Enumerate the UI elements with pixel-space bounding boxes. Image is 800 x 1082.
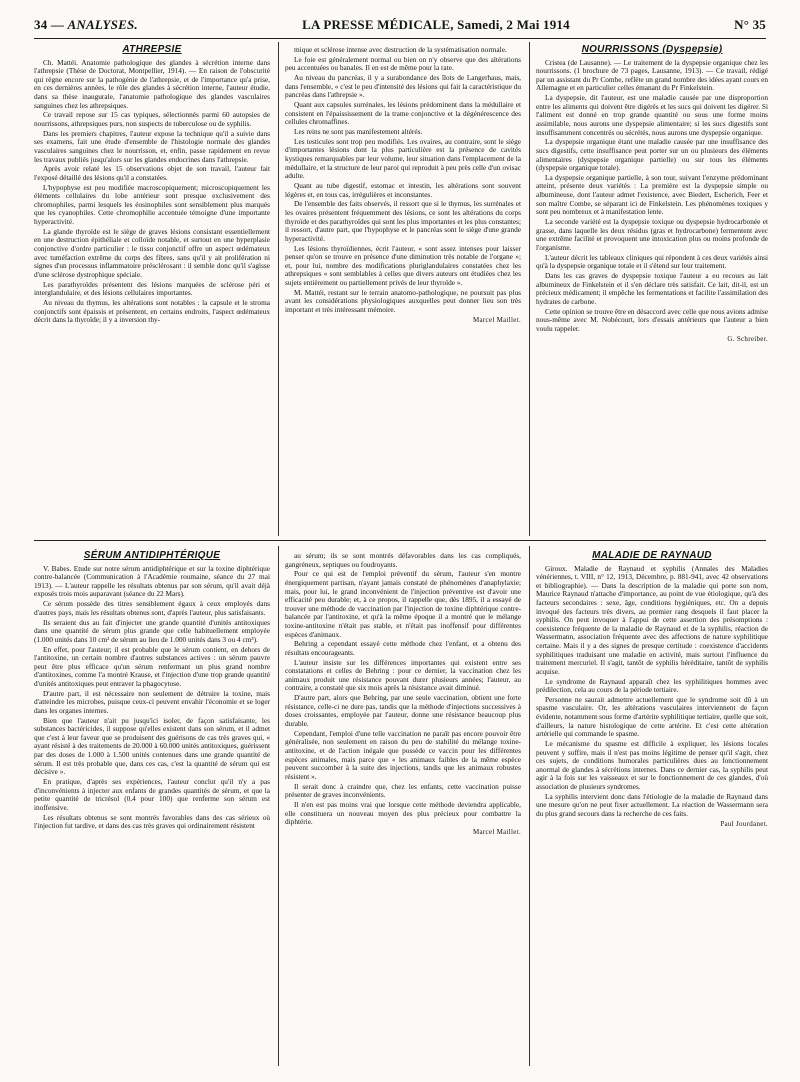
journal-title: LA PRESSE MÉDICALE, Samedi, 2 Mai 1914 xyxy=(302,17,570,32)
paragraph: Après avoir relaté les 15 observations objet de son travail, l'auteur fait l'exposé détaillé des lésions qu'il a constatées. xyxy=(34,164,270,182)
paragraph: Bien que l'auteur n'ait pu jusqu'ici isoler, de façon satisfaisante, les substances bactéricides, il suppose qu'elles existent dans son sérum, et il admet que c'est à leur faveur que se produisent des guérisons de cas très graves qui, « ayant résisté à des traitements de 20.000 à 60.000 unités antitoxiques, guérissent par des doses de 1.000 à 1.500 unités contenues dans une grande quantité de sérum. Il est très probable que, dans ces cas, c'est la quantité de sérum qui est décisive ». xyxy=(34,715,270,777)
page-header xyxy=(34,14,766,36)
paragraph: Quant au tube digestif, estomac et intestin, les altérations sont souvent légères et, en tous cas, irrégulières et inconstantes. xyxy=(285,181,521,199)
article-serum-continued xyxy=(285,552,521,838)
paragraph: Le syndrome de Raynaud apparaît chez les syphilitiques hommes avec prédilection, cela au cours de la période tertiaire. xyxy=(536,676,768,695)
paragraph: D'autre part, alors que Behring, par une seule vaccination, obtient une forte résistance, celle-ci ne dure pas, tandis que la méthode d'injections successives à doses croissantes, employée par l'auteur, donne une résistance beaucoup plus durable. xyxy=(285,693,521,729)
paragraph: Cette opinion se trouve être en désaccord avec celle que nous avions admise nous-même avec M. Nobécourt, lors d'essais antérieurs que l'auteur a bien voulu rappeler. xyxy=(536,306,768,333)
paragraph: L'auteur décrit les tableaux cliniques qui répondent à ces deux variétés ainsi qu'à la dyspepsie organique totale et il s'étend sur leur traitement. xyxy=(536,252,768,271)
paragraph: V. Babes. Etude sur notre sérum antidiphtérique et sur la toxine diphtérique contre-balancée (Communication à l'Académie roumaine, séance du 27 mai 1913). — L'auteur rappelle les résultats obtenus par son sérum, qu'il avait déjà exposés trois mois auparavant (séance du 22 Mars). xyxy=(34,563,270,599)
paragraph: Personne ne saurait admettre actuellement que le syndrome soit dû à un spasme vasculaire. Or, les altérations vasculaires interviennent de façon évidente, notamment sous forme d'artérite syphilitique tertiaire, quelle que soit, d'ailleurs, la nature histologique de cette artérite. Et c'est cette altération artérielle qui commande le spasme. xyxy=(536,694,768,739)
section-heading: SÉRUM ANTIDIPHTÉRIQUE xyxy=(83,550,221,561)
paragraph: Ils seraient dus au fait d'injecter une grande quantité d'unités antitoxiques dans une quantité de sérum plus grande que celle habituellement employée (1.000 unités dans 10 cm³ de sérum au lieu de 1.000 unités dans 3 ou 4 cm³). xyxy=(34,617,270,644)
paragraph: Les parathyroïdes présentent des lésions marquées de sclérose péri et interglandulaire, et des lésions cellulaires importantes. xyxy=(34,279,270,298)
paragraph: au sérum; ils se sont montrés défavorables dans les cas compliqués, gangréneux, septiques ou foudroyants. xyxy=(285,551,521,569)
page-number-section: 34 — ANALYSES. xyxy=(34,17,138,32)
paragraph: Dans les premiers chapitres, l'auteur expose la technique qu'il a suivie dans ses examens, fait une étude d'ensemble de l'histologie normale des glandes vasculaires sanguines chez le nourrisson, et, enfin, passe rapidement en revue les travaux publiés jusqu'alors sur les glandes endocrines dans l'athrepsie. xyxy=(34,128,270,164)
page-number: 34 xyxy=(34,17,48,32)
paragraph: Cependant, l'emploi d'une telle vaccination ne paraît pas encore pouvoir être généralisée, non seulement en raison du peu de stabilité du mélange toxine-antitoxine, et de l'action inégale que possède ce vaccin pour les différentes espèces animales, mais parce que « les animaux faibles de la même espèce peuvent succomber à la suite des injections, tandis que les animaux robustes résistent ». xyxy=(285,728,521,781)
paragraph: Les lésions thyroïdiennes, écrit l'auteur, « sont assez intenses pour laisser penser qu'on se trouve en présence d'une diminution très notable de l'organe »; et, pour lui, nombre des modifications pluriglandulaires constatées chez les athrepsiques « sont semblables à celles que divers auteurs ont étudiées chez les sujets entièrement ou partiellement privés de leur thyroïde ». xyxy=(285,243,521,287)
paragraph: En effet, pour l'auteur; il est probable que le sérum contient, en dehors de l'antitoxine, un certain nombre d'autres substances actives : un sérum pauvre peut être plus efficace qu'un sérum renfermant un plus grand nombre d'antitoxines, comme l'a montré Krause, et l'injection d'une trop grande quantité d'unités antitoxiques peut entraver la phagocytose. xyxy=(34,644,270,688)
paragraph: La seconde variété est la dyspepsie toxique ou dyspepsie hydrocarbonée et grasse, dans laquelle les deux résidus (gras et hydrocarbone) fermentent avec une extrême facilité et provoquent une intoxication plus ou moins profonde de l'organisme. xyxy=(536,217,768,252)
paragraph: M. Mattéi, restant sur le terrain anatomo-pathologique, ne poursuit pas plus avant les considérations physiologiques auxquelles peut donner lieu son très important et très intéressant mémoire. xyxy=(285,287,521,314)
paragraph: Il n'en est pas moins vrai que lorsque cette méthode deviendra applicable, elle constituera un nouveau moyen des plus précieux pour combattre la diphtérie. xyxy=(285,799,521,827)
column-divider xyxy=(529,42,530,536)
paragraph: Les testicules sont trop peu modifiés. Les ovaires, au contraire, sont le siège d'importantes lésions dont la plus particulière est la présence de cavités kystiques remarquables par leur volume, leur situation dans l'emplacement de la médullaire, et la structure de leur paroi qui reproduit à peu près celle d'un ovisac adulte. xyxy=(285,136,521,181)
paragraph: L'auteur insiste sur les différences importantes qui existent entre ses constatations et celles de Behring : pour ce dernier, la vaccination chez les animaux produit une résistance pouvant durer plusieurs années; l'auteur, au contraire, a constaté que six mois après la résistance avait diminué. xyxy=(285,657,521,693)
author-signature: Marcel Maillet. xyxy=(472,315,521,324)
paragraph: Dans les cas graves de dyspepsie toxique l'auteur a eu recours au lait albumineux de Finkelstein et il s'en déclare très satisfait. Ce lait, dit-il, est un précieux médicament; il empêche les fermentations et facilite l'assimilation des hydrates de carbone. xyxy=(536,270,768,306)
paragraph: La glande thyroïde est le siège de graves lésions consistant essentiellement en une destruction épithéliale et colloïde notable, et surtout en une hyperplasie conjonctive d'ordre particulier : le tissu conjonctif offre un aspect œdémateux avec tuméfaction extrême du corps des fibres, sans qu'il y ait prolifération ni signes d'un processus inflammatoire présclérosant : il semble donc qu'il s'agisse d'une sclérose dystrophique spéciale. xyxy=(34,226,270,279)
paragraph: Quant aux capsules surrénales, les lésions prédominent dans la médullaire et consistent en l'épaississement de la trame conjonctive et la dégénérescence des cellules chromaffines. xyxy=(285,100,521,127)
paragraph: D'autre part, il est nécessaire non seulement de détruire la toxine, mais d'atteindre les microbes, puisque ceux-ci peuvent envahir l'économie et se loger dans les organes internes. xyxy=(34,688,270,715)
issue-number: N° 35 xyxy=(734,17,766,32)
article-athrepsie-continued xyxy=(285,46,521,325)
paragraph: Pour ce qui est de l'emploi préventif du sérum, l'auteur s'en montre énergiquement partisan, n'ayant jamais constaté de phénomènes d'anaphylaxie; mais, pour lui, le grand inconvénient de l'injection préventive est d'avoir une efficacité peu durable; et, à ce propos, il rappelle que, dès 1895, il a essayé de trouver une méthode de vaccination par l'injection de toxine diphtérique contre-balancée par l'antitoxine, et qu'à la même époque il a montré que le mélange toxine-antitoxine n'était pas stable, et n'était pas inoffensif pour différentes espèces d'animaux. xyxy=(285,569,521,639)
paragraph: La syphilis intervient donc dans l'étiologie de la maladie de Raynaud dans une mesure qu'on ne peut fixer actuellement. La réaction de Wassermann sera du plus grand secours dans la recherche de ces faits. xyxy=(536,791,768,818)
paragraph: Le mécanisme du spasme est difficile à expliquer, les lésions locales peuvent y suffire, mais il n'est pas moins légitime de penser qu'il s'agit, chez ces sujets, de conditions humorales particulières dues au fonctionnement anormal de glandes à sécrétions internes. Dans ce dernier cas, la syphilis peut agir à la fois sur les vaisseaux et sur le fonctionnement de ces glandes, d'où association de plusieurs syndromes. xyxy=(536,739,768,791)
article-nourrissons xyxy=(536,46,768,344)
column-divider xyxy=(278,546,279,1066)
paragraph: De l'ensemble des faits observés, il ressort que si le thymus, les surrénales et les ovaires présentent fréquemment des lésions, ce sont les altérations du corps thyroïde et des parathyroïdes qui sont les plus importantes et les plus constantes; il ressort, d'autre part, que l'hypophyse et le pancréas sont le siège d'une grande hyperactivité. xyxy=(285,199,521,243)
section-heading: MALADIE DE RAYNAUD xyxy=(592,550,712,561)
paragraph: mique et sclérose intense avec destruction de la systématisation normale. xyxy=(294,45,507,54)
section-heading: ATHREPSIE xyxy=(122,44,182,55)
section-divider xyxy=(34,540,766,541)
paragraph: Au niveau du thymus, les altérations sont notables : la capsule et le stroma conjonctifs sont épaissis et présentent, en certains endroits, l'aspect œdémateux décrit dans la thyroïde; il y a inversion thy- xyxy=(34,297,270,325)
paragraph: Behring a cependant essayé cette méthode chez l'enfant, et a obtenu des résultats encourageants. xyxy=(285,639,521,657)
author-signature: Marcel Maillet. xyxy=(472,827,521,836)
article-athrepsie xyxy=(34,46,270,326)
paragraph: La dyspepsie, dit l'auteur, est une maladie causée par une disproportion entre les aliments qui doivent être digérés et les sucs qui doivent les digérer. Si l'aliment est donné en trop grande quantité ou sous une forme moins assimilable, nous aurons une dyspepsie alimentaire; si les sucs digestifs sont insuffisamment concentrés ou sécrétés, nous aurons une dyspepsie organique. xyxy=(536,93,768,137)
paragraph: Les résultats obtenus se sont montrés favorables dans des cas sérieux où l'injection fut tardive, et dans des cas très graves qui ordinairement résistent xyxy=(34,812,270,831)
article-serum xyxy=(34,552,270,832)
paragraph: Giroux. Maladie de Raynaud et syphilis (Annales des Maladies vénériennes, t. VIII, n° 12, 1913, Décembre, p. 881-941, avec 42 observations et bibliographie). — Dans la description de la maladie qui porte son nom, Maurice Raynaud n'attache d'importance, au point de vue étiologique, qu'à des facteurs secondaires : sexe, âge, conditions hygiéniques, etc. On a depuis invoqué des facteurs très divers, au premier rang desquels il faut placer la syphilis. On peut invoquer à l'appui de cette assertion des présomptions : coexistence fréquente de la maladie de Raynaud et de la syphilis, réaction de Wassermann, association fréquente avec des affections de nature syphilitique certaine. Mais il y a des signes de presque certitude : coexistence d'accidents syphilitiques traduisant une maladie en activité, mais surtout l'influence du traitement mercuriel. Il s'agit, tantôt de syphilis héréditaire, tantôt de syphilis acquise. xyxy=(536,563,768,676)
paragraph: Les reins ne sont pas manifestement altérés. xyxy=(294,127,423,137)
paragraph: La dyspepsie organique étant une maladie causée par une insuffisance des sucs digestifs, cette insuffisance peut porter sur un ou plusieurs des éléments alimentaires (dyspepsie organique partielle) ou sur tous les éléments (dyspepsie organique totale). xyxy=(536,137,768,173)
paragraph: Ce travail repose sur 15 cas typiques, sélectionnés parmi 60 autopsies de nourrissons, athrepsiques purs, non suspects de tuberculose ou de syphilis. xyxy=(34,110,270,128)
column-divider xyxy=(529,546,530,1066)
paragraph: Cristea (de Lausanne). — Le traitement de la dyspepsie organique chez les nourrissons. (1 brochure de 73 pages, Lausanne, 1913). — Ce travail, rédigé par un assistant du Pr Combe, reflète un grand nombre des idées ayant cours en Allemagne et en particulier celles émanant du Pr Finkelstein. xyxy=(536,57,768,93)
section-name: ANALYSES. xyxy=(67,17,138,32)
paragraph: Au niveau du pancréas, il y a surabondance des îlots de Langerhaus, mais, dans l'ensemble, « c'est le peu d'intensité des lésions qui fait la caractéristique du pancréas dans l'athrepsie ». xyxy=(285,73,521,100)
paragraph: Ce sérum possède des titres sensiblement égaux à ceux employés dans d'autres pays, mais les résultats obtenus sont, d'après l'auteur, plus satisfaisants. xyxy=(34,599,270,617)
article-raynaud xyxy=(536,552,768,830)
column-divider xyxy=(278,42,279,536)
author-signature: Paul Jourdanet. xyxy=(720,819,768,828)
paragraph: Ch. Mattéi. Anatomie pathologique des glandes à sécrétion interne dans l'athrepsie (Thèse de Doctorat, Montpellier, 1914). — En raison de l'obscurité qui règne encore sur la pathogénie de l'athrepsie, et de l'importance qu'a prise, en ces dernières années, le rôle des glandes à sécrétion interne, l'auteur étudie, dans sa thèse inaugurale, l'anatomie pathologique des glandes vasculaires sanguines chez les athrepsiques. xyxy=(34,57,270,110)
paragraph: En pratique, d'après ses expériences, l'auteur conclut qu'il n'y a pas d'inconvénients à injecter aux enfants de grandes quantités de sérum, et que la petite quantité de tricrésol (0,4 pour 100) que renferme son sérum est inoffensive. xyxy=(34,776,270,812)
paragraph: L'hypophyse est peu modifiée macroscopiquement; microscopiquement les éléments cellulaires du lobe antérieur sont presque exclusivement des chromophiles, parmi lesquels les éosinophiles sont sensiblement plus marqués que les cyanophiles. Cette chromophilie accentuée témoigne d'une importante hyperactivité. xyxy=(34,182,270,227)
paragraph: Le foie est généralement normal ou bien on n'y observe que des altérations peu accentuées ou banales. Il en est de même pour la rate. xyxy=(285,54,521,73)
header-rule xyxy=(34,38,766,39)
author-signature: G. Schreiber. xyxy=(727,334,768,343)
paragraph: La dyspepsie organique partielle, à son tour, suivant l'enzyme prédominant atteint, présente deux variétés : La première est la dyspepsie simple ou albumineuse, dont l'auteur admet l'existence, avec Biedert, Escherich, Feer et son maître Combe, se séparant ici de Finkelstein. Les phénomènes toxiques y sont peu nombreux et à manifestation lente. xyxy=(536,172,768,217)
paragraph: Il serait donc à craindre que, chez les enfants, cette vaccination puisse présenter de graves inconvénients. xyxy=(285,781,521,800)
section-heading: NOURRISSONS (Dyspepsie) xyxy=(581,44,723,55)
